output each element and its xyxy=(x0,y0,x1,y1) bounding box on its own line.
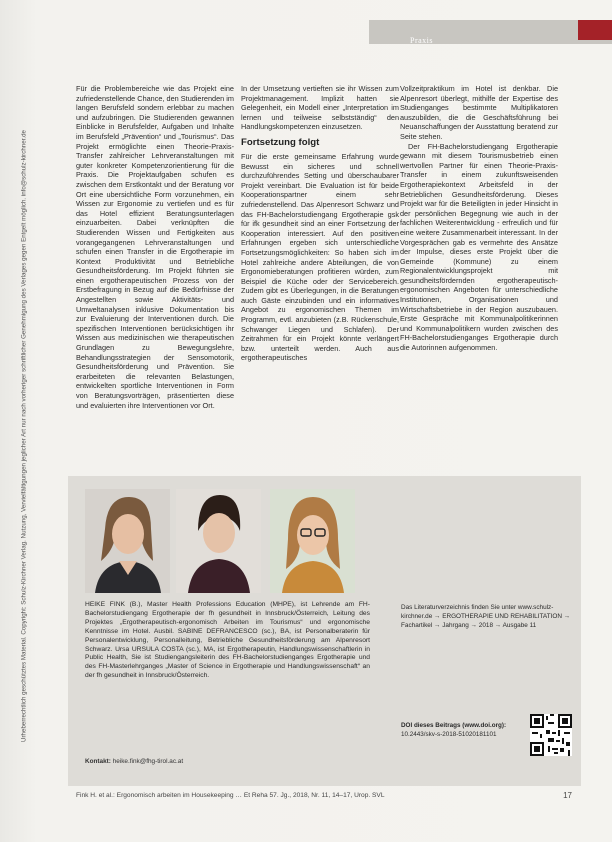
page-footer xyxy=(76,792,572,799)
doi-block xyxy=(401,722,523,739)
contact-label: Kontakt: xyxy=(85,758,111,765)
doi-value[interactable]: 10.2443/skv-s-2018-51020181101 xyxy=(401,730,497,738)
author-photo-2 xyxy=(176,489,261,593)
section-heading: Fortsetzung folgt xyxy=(241,136,320,148)
doi-label: DOI dieses Beitrags (www.doi.org): xyxy=(401,722,507,729)
column-2-body: Für die erste gemeinsame Erfahrung wurde Bewusst ein sicheres und schnell durchzuführendes Setting und überschaubarer Projekt vereinbart. Die Evaluation ist für beide Kooperationspartner einem sehr zufriedenstellend. Das Alpenresort Schwarz und das FH-Bachelorstudiengang Ergotherapie gsk für ifk gesundheit sind an einer Fortsetzung der Kooperation interessiert. Auf den positiven Erfahrungen ergeben sich unterschiedliche Fortsetzungsmöglichkeiten: So haben sich im Hotel zahlreiche andere Abteilungen, die von Ergonomieberatungen profitieren würden, zum Beispiel die Küche oder der Servicebereich. Zudem gibt es Überlegungen, in die Beratungen auch Gäste einzubinden und ein informatives Angebot zu ergonomischen Themen im Programm, evtl. anzubieten (z.B. Rückenschule, Schwanger Liegen und Schlafen). Der Zeitrahmen für ein Projekt könnte verlängert bzw. unterteilt werden. Auch aus ergotherapeutisches xyxy=(241,151,399,363)
copyright-side-note xyxy=(16,56,31,816)
column-3-paragraph-2: Der FH-Bachelorstudiengang Ergotherapie gewann mit diesem Tourismusbetrieb einen wertvollen Partner für einen Theorie-Praxis-Transfer in einem zukunftsweisenden Ergotherapiekontext Arbeitsfeld in der Betrieblichen Gesundheitsförderung. Dieses Projekt war für die Beteiligten in jeder Hinsicht in der persönlichen Begegnung wie auch in der fachlichen Weiterentwicklung - erfreulich und für eine weitere Zusammenarbeit interessant. In der Vorgesprächen gab es vermehrte des Ansätze der Impulse, dieses erste Projekt über die Gemeinde (Kommune) zu einem Regionalentwicklungsprojekt mit gesundheitsfördernden ergotherapeutisch-ergonomischen Angeboten für unterschiedliche Institutionen, Organisationen und Wirtschaftsbetriebe in der Region auszubauen. Erste Gespräche mit Kommunalpolitikerinnen und Kommunalpolitikern wurden zwischen des FH-Bachelorstudienganges Ergotherapie durch die Autorinnen aufgenommen. xyxy=(400,141,558,353)
page-number: 17 xyxy=(563,791,572,800)
header-bar xyxy=(369,20,612,44)
header-accent xyxy=(578,20,612,40)
footer-citation: Fink H. et al.: Ergonomisch arbeiten im Housekeeping … Et Reha 57. Jg., 2018, Nr. 11, 14–17, Urop. SVL xyxy=(76,792,385,799)
column-1-text: Für die Problembereiche wie das Projekt eine zufriedenstellende Chance, den Studierenden im langen Berufsfeld sondern erlebbar zu machen und aufzubringen. Die Studierenden gewannen Einblicke in Berufsfelder, Aufgaben und Inhalte im Berufsfeld „Prävention“ und „Tourismus“. Das Projekt ermöglichte einen Theorie-Praxis-Transfer zahlreicher Lehrveranstaltungen mit guter konkreter Kompetenzorientierung für die Praxis. Die Projektaufgaben schufen es zwischen dem Erstkontakt und der Beratung vor Ort eine ubersichtliche Form vorzunehmen, ein Wissen zur Ergonomie zu vertiefen und es für das Hotel effizient Beratungsunterlagen einzuarbeiten. Dabei verknüpften die Studierenden Wissen und Fertigkeiten aus vorangegangenen Lehrveranstaltungen und schufen einen Transfer in die Ergotherapie im Kontext Produktivität und Betriebliche Gesundheitsförderung. Im Projekt führten sie einen ergotherapeutischen Prozess von der Erstbefragung in Bezug auf die Bedürfnisse der Angestellten sowie Aktivitäts- und Umweltanalysen inklusive Dokumentation bis zur Evaluierung der Interventionen durch. Die spezifischen Interventionen berücksichtigen ihr Wissen aus medizinischen wie therapeutischen Grundlagen zu Bewegungslehre, Behandlungsstrategien der Sensomotorik, Gesundheitsförderung und Prävention. Sie erarbeiteten die relevanten Belastungen, entwickelten sportliche Interventionen in Form von Beratungsvorträgen, präsentierten diese und evaluierten ihre Interventionen vor Ort. xyxy=(76,84,234,410)
author-photo-1 xyxy=(85,489,170,593)
column-1 xyxy=(76,84,234,410)
author-photo-3 xyxy=(270,489,355,593)
column-3-paragraph-1: Vollzeitpraktikum im Hotel ist denkbar. Die Alpenresort überlegt, mithilfe der Expertise des Studienganges bestimmte Multiplikatoren auszubilden, die die Geschäftsführung bei Neuanschaffungen der Ausstattung beratend zur Seite stehen. xyxy=(400,84,558,141)
section-label: Praxis xyxy=(410,36,433,45)
column-2-intro: In der Umsetzung vertieften sie ihr Wissen zum Projektmanagement. Implizit hatten sie Gelegenheit, ein Modell einer „Interpretation im lernen und teilweise selbstständig“ den Handlungskompetenzen einzusetzen. xyxy=(241,84,399,132)
qr-code[interactable] xyxy=(530,714,572,756)
side-note-text: Urheberrechtlich geschütztes Material. Copyright: Schulz-Kirchner Verlag. Nutzung, Vervielfältigungen jeglicher Art nur nach vorheriger schriftlicher Genehmigung des Verlages gegen Entgelt möglich. info@schulz-kirchner.de xyxy=(20,130,27,742)
literature-note: Das Literaturverzeichnis finden Sie unter www.schulz-kirchner.de → ERGOTHERAPIE UND REHABILITATION → Fachartikel → Jahrgang → 2018 → Ausgabe 11 xyxy=(401,604,571,629)
contact-line xyxy=(85,758,183,765)
column-2 xyxy=(241,84,399,363)
contact-email[interactable]: heike.fink@fhg-tirol.ac.at xyxy=(112,758,184,765)
author-bio: HEIKE FINK (B.), Master Health Professions Education (MHPE), ist Lehrende am FH-Bachelorstudiengang Ergotherapie der fh gesundheit in Innsbruck/Österreich, Leitung des Projektes „Ergotherapeutisch-ergonomisch Arbeiten im Tourismus“ und ergonomische Kenntnisse im Hotel. Ausbil. SABINE DEFRANCESCO (sc.), BA, ist Personalberaterin für Personalentwicklung, Personalleitung, Betriebliche Gesundheitsförderung am Alpenresort Schwarz. Ursa URSULA COSTA (sc.), MA, ist Ergotherapeutin, Handlungswissenschaftlerin in Public Health, Sie ist Studiengangsleiterin des FH-Bachelorstudienganges Ergotherapie und des FH-Masterlehrganges „Master of Science in Ergotherapie und Handlungswissenschaft“ an der fh gesundheit in Innsbruck/Österreich. xyxy=(85,601,370,680)
column-3 xyxy=(400,84,558,353)
